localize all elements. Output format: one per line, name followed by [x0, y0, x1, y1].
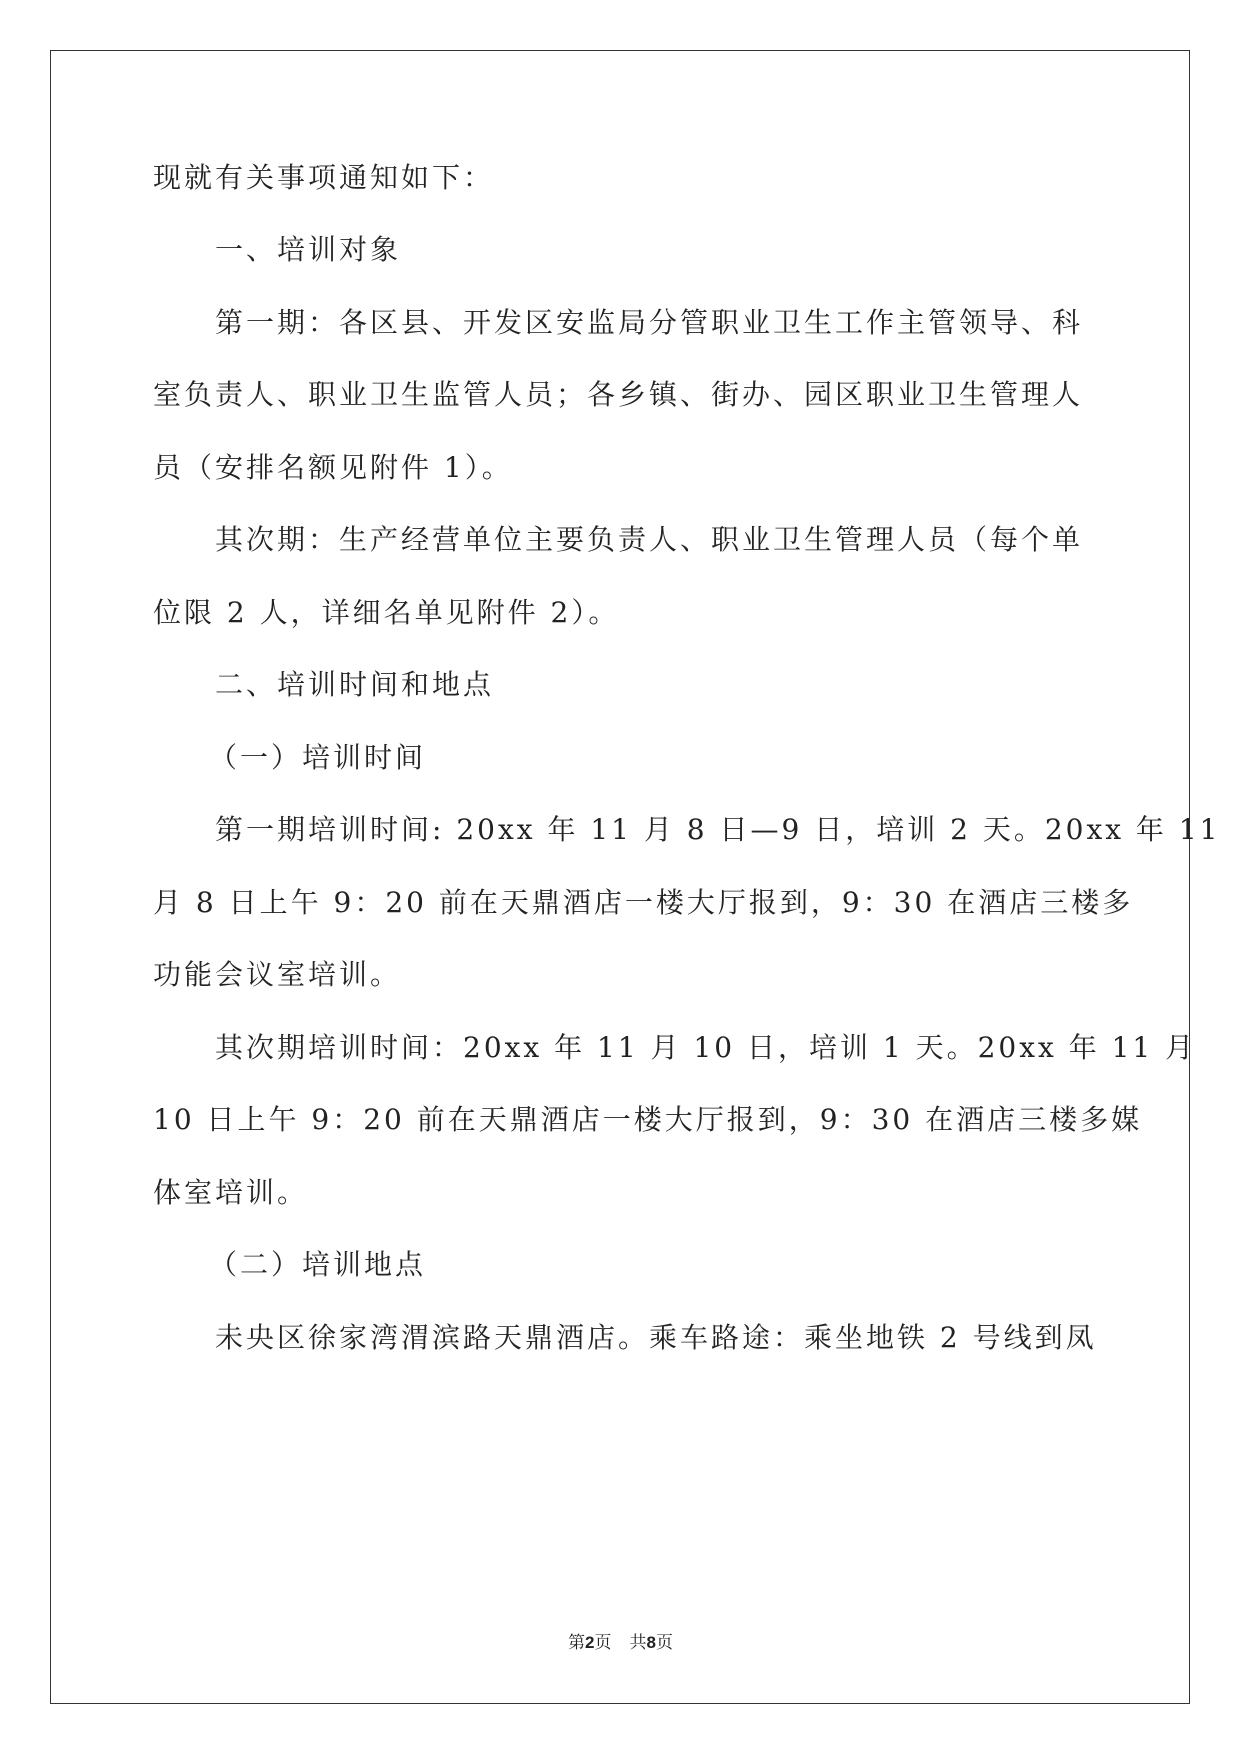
page-border — [50, 50, 1190, 1704]
subheading-training-time: （一）培训时间 — [209, 741, 427, 774]
paragraph-time-one-line2: 月 8 日上午 9：20 前在天鼎酒店一楼大厅报到，9：30 在酒店三楼多 — [153, 886, 1134, 919]
footer-total-pages: 8 — [646, 1633, 656, 1652]
footer-total-suffix: 页 — [655, 1633, 673, 1653]
paragraph-phase-two-line2: 位限 2 人，详细名单见附件 2）。 — [153, 596, 620, 629]
heading-time-and-place: 二、培训时间和地点 — [215, 668, 495, 701]
paragraph-phase-two-line1: 其次期：生产经营单位主要负责人、职业卫生管理人员（每个单 — [215, 523, 1084, 556]
paragraph-time-two-line2: 10 日上午 9：20 前在天鼎酒店一楼大厅报到，9：30 在酒店三楼多媒 — [153, 1103, 1143, 1136]
page-footer — [0, 1628, 1241, 1653]
paragraph-time-one-line3: 功能会议室培训。 — [153, 958, 402, 991]
footer-page-suffix: 页 — [594, 1633, 612, 1653]
paragraph-phase-one-line3: 员（安排名额见附件 1）。 — [153, 451, 513, 484]
paragraph-time-one-line1: 第一期培训时间: 20xx 年 11 月 8 日—9 日，培训 2 天。20xx 年 11 — [215, 813, 1221, 846]
paragraph-time-two-line1: 其次期培训时间：20xx 年 11 月 10 日，培训 1 天。20xx 年 11 月 — [215, 1031, 1197, 1064]
footer-total-prefix: 共 — [629, 1633, 647, 1653]
footer-page-prefix: 第 — [568, 1633, 586, 1653]
paragraph-phase-one-line2: 室负责人、职业卫生监管人员；各乡镇、街办、园区职业卫生管理人 — [153, 378, 1084, 411]
paragraph-place-line1: 未央区徐家湾渭滨路天鼎酒店。乘车路途：乘坐地铁 2 号线到凤 — [215, 1321, 1097, 1354]
paragraph-intro: 现就有关事项通知如下： — [153, 161, 495, 194]
heading-training-targets: 一、培训对象 — [215, 233, 402, 266]
footer-page-number: 2 — [585, 1633, 595, 1652]
paragraph-phase-one-line1: 第一期：各区县、开发区安监局分管职业卫生工作主管领导、科 — [215, 306, 1084, 339]
paragraph-time-two-line3: 体室培训。 — [153, 1176, 309, 1209]
subheading-training-place: （二）培训地点 — [209, 1248, 427, 1281]
